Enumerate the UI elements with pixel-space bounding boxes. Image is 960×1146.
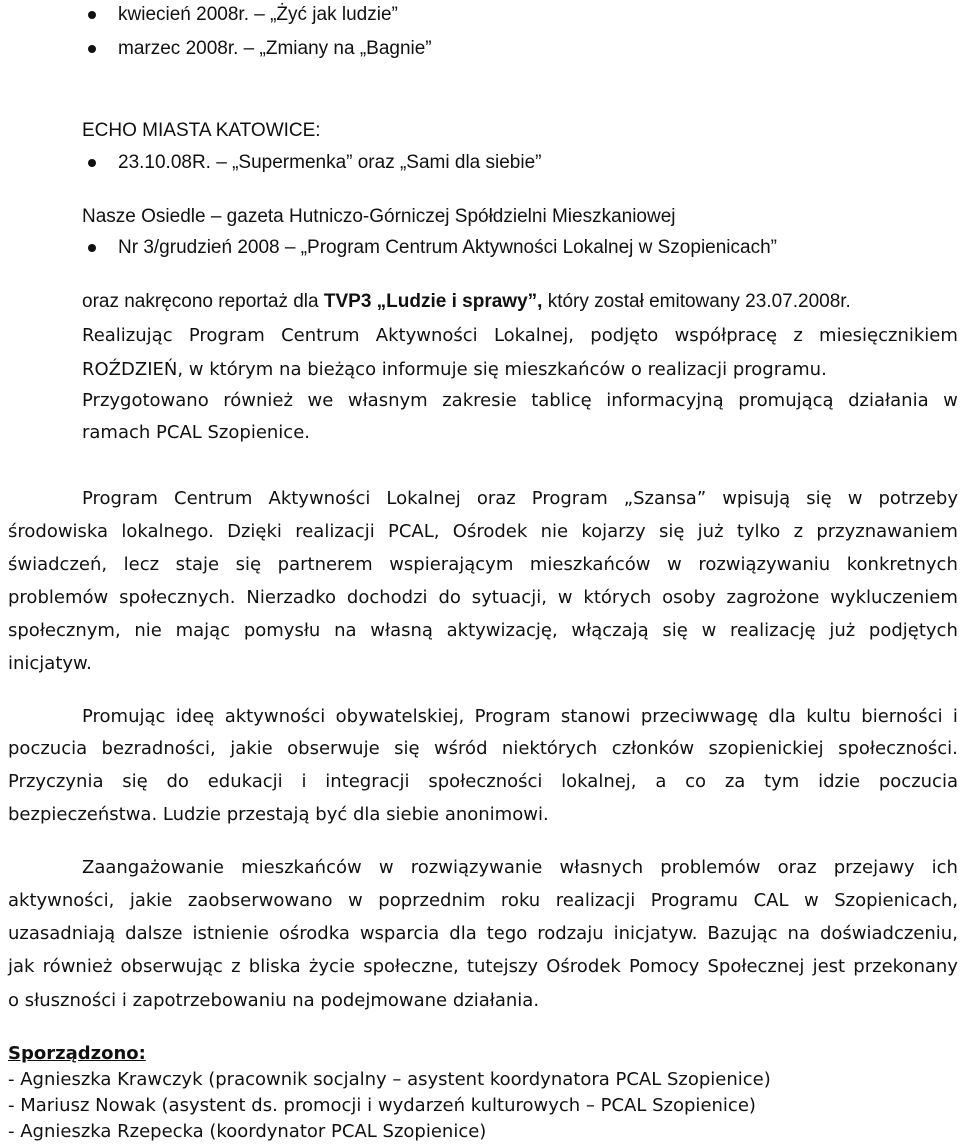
word: własnym: [347, 390, 428, 411]
word: na: [334, 620, 357, 641]
word: nie: [540, 521, 569, 542]
list-item: Nr 3/grudzień 2008 – „Program Centrum Aktywności Lokalnej w Szopienicach”: [118, 237, 777, 258]
word: rodzaju: [537, 923, 604, 944]
word: aktywności,: [8, 890, 115, 911]
word: konkretnych: [846, 554, 958, 575]
para-line: [82, 856, 958, 880]
word: lecz: [123, 554, 160, 575]
word: się: [394, 738, 420, 759]
word: Społecznej: [707, 956, 805, 977]
word: sytuacji,: [471, 587, 547, 608]
word: a: [655, 771, 667, 792]
tvp-bold: TVP3 „Ludzie i sprawy”,: [323, 291, 543, 312]
word: Ośrodek: [546, 956, 621, 977]
para-line: [8, 586, 958, 610]
word: Program: [82, 488, 158, 509]
author-line: - Mariusz Nowak (asystent ds. promocji i wydarzeń kulturowych – PCAL Szopienice): [8, 1095, 756, 1116]
word: Ośrodek: [452, 521, 528, 542]
word: Nierzadko: [246, 587, 337, 608]
list-item: kwiecień 2008r. – „Żyć jak ludzie”: [118, 4, 398, 25]
word: promującą: [738, 390, 834, 411]
para-line: [8, 619, 958, 643]
bullet: [88, 159, 96, 167]
word: społecznych.: [119, 587, 236, 608]
word: Bazując: [707, 923, 778, 944]
para-line: inicjatyw.: [8, 653, 92, 674]
word: się: [235, 554, 262, 575]
bullet: [88, 11, 96, 19]
word: co: [685, 771, 707, 792]
word: oraz: [476, 488, 516, 509]
word: z: [231, 956, 241, 977]
word: ośrodka: [278, 923, 350, 944]
text-line: ROŹDZIEŃ, w którym na bieżąco informuje się mieszkańców o realizacji programu.: [82, 359, 827, 380]
word: szopienickiej: [708, 738, 824, 759]
word: rozwiązywanie: [410, 857, 543, 878]
word: Realizując: [82, 325, 173, 346]
word: mieszkańców: [529, 554, 651, 575]
word: problemów: [8, 587, 109, 608]
word: doświadczeniu,: [819, 923, 958, 944]
word: społeczności.: [838, 738, 958, 759]
word: działania: [848, 390, 929, 411]
word: członków: [611, 738, 695, 759]
word: środowiska: [8, 521, 109, 542]
word: Promując: [82, 706, 166, 727]
list-item: 23.10.08R. – „Supermenka” oraz „Sami dla siebie”: [118, 152, 542, 173]
word: w: [701, 620, 717, 641]
word: się: [806, 488, 832, 509]
word: jak: [8, 956, 35, 977]
word: do: [438, 587, 461, 608]
para-line: [8, 737, 958, 761]
word: z: [793, 325, 803, 346]
word: w: [378, 857, 394, 878]
word: w: [667, 554, 682, 575]
word: i: [952, 706, 958, 727]
word: partnerem: [277, 554, 373, 575]
word: bierności: [861, 706, 943, 727]
para-line: [8, 553, 958, 577]
word: się: [658, 521, 685, 542]
word: dochodzi: [346, 587, 428, 608]
word: podjęto: [590, 325, 659, 346]
word: jakie: [230, 738, 273, 759]
word: bezradności,: [101, 738, 216, 759]
para-line: o słuszności i zapotrzebowaniu na podejmowane działania.: [8, 990, 540, 1011]
word: dla: [449, 923, 477, 944]
para-line: [8, 955, 958, 979]
section-heading: Nasze Osiedle – gazeta Hutniczo-Górniczej Spółdzielni Mieszkaniowej: [82, 206, 676, 227]
word: na: [787, 923, 810, 944]
word: których: [583, 587, 652, 608]
para-line: [8, 520, 958, 544]
word: już: [829, 620, 856, 641]
text-line: [82, 324, 958, 348]
section-heading: ECHO MIASTA KATOWICE:: [82, 120, 321, 141]
word: PCAL,: [388, 521, 440, 542]
word: Program: [531, 488, 608, 509]
word: dla: [768, 706, 796, 727]
word: dalsze: [125, 923, 183, 944]
para-line: [82, 705, 958, 729]
word: potrzeby: [878, 488, 958, 509]
word: roku: [500, 890, 541, 911]
word: mieszkańców: [241, 857, 362, 878]
author-line: - Agnieszka Krawczyk (pracownik socjalny – asystent koordynatora PCAL Szopienice): [8, 1069, 771, 1090]
word: w: [804, 890, 819, 911]
word: życie: [308, 956, 355, 977]
word: ideę: [175, 706, 215, 727]
word: do: [166, 771, 189, 792]
word: obywatelskiej,: [335, 706, 465, 727]
word: Aktywności: [268, 488, 371, 509]
word: wspierającym: [389, 554, 514, 575]
word: Centrum: [281, 325, 360, 346]
word: włączają: [571, 620, 649, 641]
word: zagrożone: [726, 587, 820, 608]
word: z: [793, 521, 804, 542]
word: przeciwwagę: [640, 706, 759, 727]
word: CAL: [753, 890, 789, 911]
word: w: [847, 488, 863, 509]
word: poprzednim: [378, 890, 486, 911]
word: poczucia: [8, 738, 88, 759]
word: stanowi: [560, 706, 631, 727]
word: społecznym,: [8, 620, 121, 641]
word: problemów: [660, 857, 761, 878]
word: tablicę: [531, 390, 592, 411]
word: obserwuje: [287, 738, 380, 759]
word: bliska: [248, 956, 301, 977]
word: się: [662, 620, 688, 641]
word: jest: [812, 956, 846, 977]
para-line: [8, 889, 958, 913]
word: w: [557, 587, 573, 608]
word: lokalnej,: [561, 771, 637, 792]
word: się: [122, 771, 148, 792]
tvp-pre: oraz nakręcono reportaż dla: [82, 291, 324, 312]
word: uzasadniają: [8, 923, 116, 944]
word: pomysłu: [243, 620, 321, 641]
word: niektórych: [501, 738, 598, 759]
word: Aktywności: [375, 325, 478, 346]
word: miesięcznikiem: [819, 325, 958, 346]
word: przekonany: [853, 956, 958, 977]
word: za: [724, 771, 746, 792]
word: tym: [764, 771, 800, 792]
tvp-line: [82, 290, 851, 314]
word: w: [348, 890, 363, 911]
word: również: [42, 956, 113, 977]
list-item: marzec 2008r. – „Zmiany na „Bagnie”: [118, 38, 432, 59]
word: zakresie: [442, 390, 517, 411]
text-line: ramach PCAL Szopienice.: [82, 422, 310, 443]
word: kultu: [806, 706, 851, 727]
word: Program: [188, 325, 265, 346]
word: oraz: [777, 857, 817, 878]
word: integracji: [325, 771, 410, 792]
word: Przygotowano: [82, 390, 209, 411]
word: jakie: [129, 890, 173, 911]
para-line: bezpieczeństwa. Ludzie przestają być dla siebie anonimowi.: [8, 804, 549, 825]
word: tego: [486, 923, 528, 944]
word: Lokalnej: [386, 488, 461, 509]
word: informacyjną: [606, 390, 724, 411]
word: wpisują: [722, 488, 791, 509]
word: „Szansa”: [623, 488, 707, 509]
word: już: [697, 521, 724, 542]
word: przyznawaniem: [816, 521, 958, 542]
word: społeczności: [428, 771, 543, 792]
word: własną: [370, 620, 433, 641]
word: wsparcia: [359, 923, 440, 944]
word: poczucia: [878, 771, 958, 792]
word: istnienie: [192, 923, 269, 944]
word: społeczne,: [363, 956, 459, 977]
word: osoby: [662, 587, 716, 608]
word: tutejszy: [466, 956, 539, 977]
word: wykluczeniem: [830, 587, 958, 608]
word: aktywności: [224, 706, 326, 727]
word: Zaangażowanie: [82, 857, 224, 878]
word: Szopienicach,: [834, 890, 958, 911]
word: współpracę: [674, 325, 778, 346]
word: realizacji: [555, 890, 636, 911]
text-line: [82, 389, 958, 413]
word: we: [307, 390, 334, 411]
word: własnych: [559, 857, 644, 878]
word: lokalnego.: [121, 521, 214, 542]
para-line: [8, 922, 958, 946]
word: realizacji: [295, 521, 375, 542]
para-line: [82, 487, 958, 511]
word: wśród: [433, 738, 488, 759]
word: nie: [134, 620, 162, 641]
word: Pomocy: [628, 956, 700, 977]
sporzadzono-heading: Sporządzono:: [8, 1043, 146, 1064]
author-line: - Agnieszka Rzepecka (koordynator PCAL Szopienice): [8, 1121, 487, 1142]
word: Dzięki: [227, 521, 282, 542]
word: edukacji: [207, 771, 283, 792]
word: mając: [175, 620, 231, 641]
word: i: [301, 771, 307, 792]
word: inicjatyw.: [613, 923, 698, 944]
word: Programu: [650, 890, 739, 911]
word: staje: [175, 554, 220, 575]
word: Program: [474, 706, 551, 727]
para-line: [8, 770, 958, 794]
word: również: [223, 390, 293, 411]
word: podjętych: [868, 620, 958, 641]
word: Centrum: [174, 488, 253, 509]
word: rozwiązywaniu: [698, 554, 831, 575]
bullet: [88, 45, 96, 53]
word: Lokalnej,: [493, 325, 575, 346]
tvp-post: który został emitowany 23.07.2008r.: [542, 291, 851, 312]
word: tylko: [736, 521, 781, 542]
word: ich: [931, 857, 958, 878]
bullet: [88, 244, 96, 252]
word: przejawy: [833, 857, 915, 878]
word: idzie: [818, 771, 861, 792]
word: kojarzy: [581, 521, 646, 542]
word: zaobserwowano: [187, 890, 333, 911]
word: świadczeń,: [8, 554, 108, 575]
word: realizację: [730, 620, 816, 641]
word: aktywizację,: [446, 620, 558, 641]
word: w: [943, 390, 958, 411]
word: Przyczynia: [8, 771, 104, 792]
word: obserwując: [120, 956, 223, 977]
